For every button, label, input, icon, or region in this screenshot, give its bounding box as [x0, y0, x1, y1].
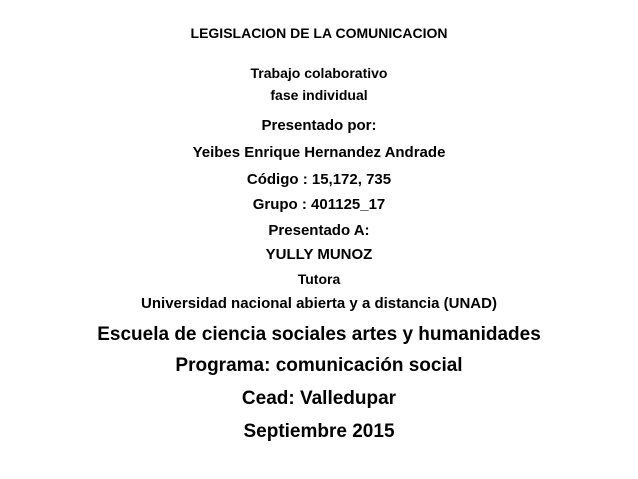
- tutor-role: Tutora: [297, 271, 341, 287]
- student-name: Yeibes Enrique Hernandez Andrade: [192, 144, 446, 161]
- tutor-name: YULLY MUNOZ: [265, 246, 373, 263]
- cead-location: Cead: Valledupar: [241, 388, 397, 409]
- presented-by-label: Presentado por:: [261, 117, 377, 134]
- program-name: Programa: comunicación social: [175, 355, 463, 376]
- student-code: Código : 15,172, 735: [246, 171, 392, 188]
- university-name: Universidad nacional abierta y a distancia (UNAD): [141, 295, 497, 312]
- group-number: Grupo : 401125_17: [252, 196, 386, 213]
- document-date: Septiembre 2015: [243, 421, 395, 442]
- subtitle-line-1: Trabajo colaborativo: [250, 65, 388, 81]
- presented-to-label: Presentado A:: [268, 222, 370, 239]
- school-name: Escuela de ciencia sociales artes y humanidades: [97, 324, 541, 345]
- document-title: LEGISLACION DE LA COMUNICACION: [190, 25, 448, 41]
- subtitle-line-2: fase individual: [270, 87, 368, 103]
